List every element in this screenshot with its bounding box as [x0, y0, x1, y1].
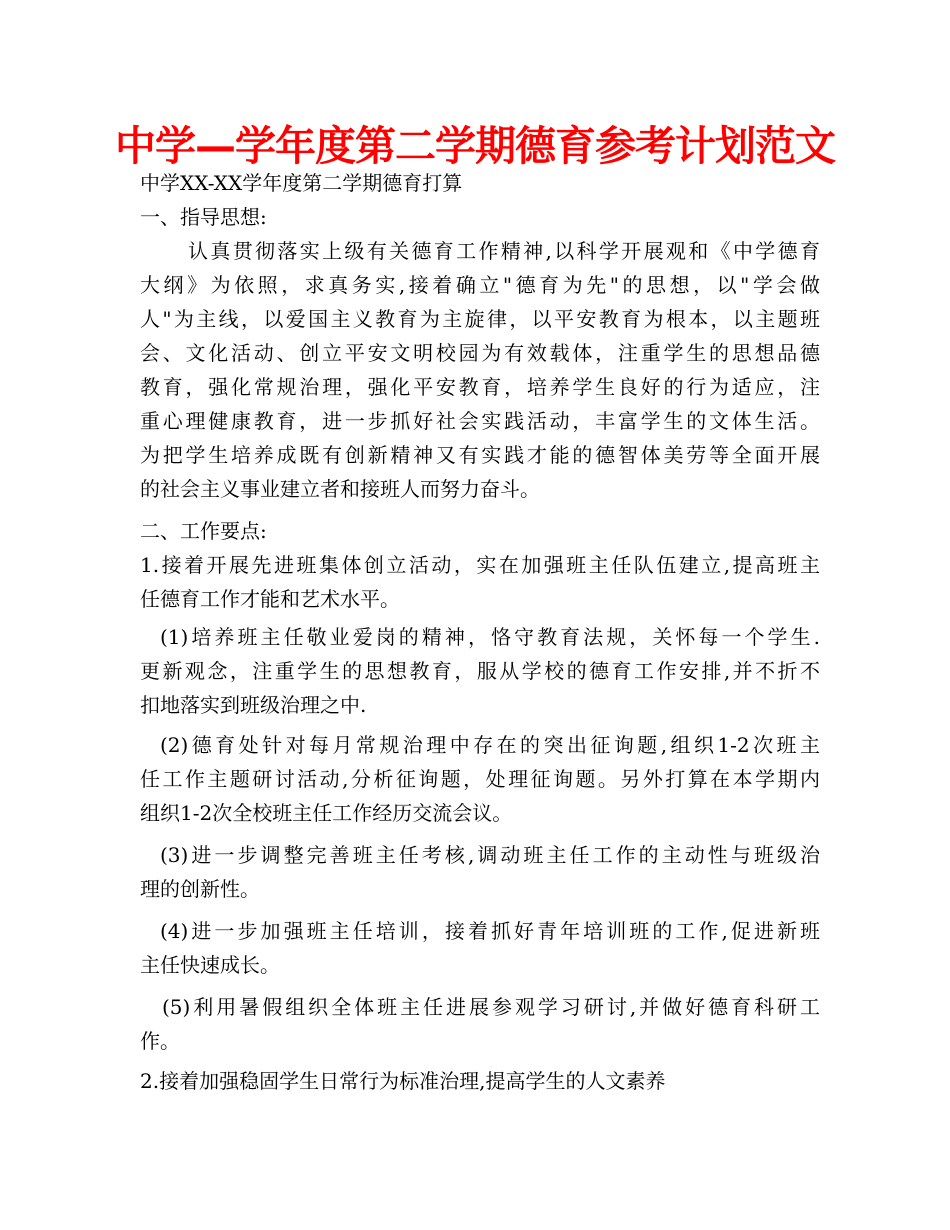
list-item-line: (4)进一步加强班主任培训，接着抓好青年培训班的工作,促进新班 — [160, 919, 820, 943]
document-title: 中学—学年度第二学期德育参考计划范文 — [115, 122, 835, 170]
list-item-line: 扣地落实到班级治理之中. — [140, 693, 367, 717]
paragraph-line: 会、文化活动、创立平安文明校园为有效载体，注重学生的思想品德 — [140, 341, 820, 365]
list-item-line: 作。 — [140, 1029, 180, 1053]
paragraph-line: 教育，强化常规治理，强化平安教育，培养学生良好的行为适应，注 — [140, 375, 820, 399]
paragraph-line: 1.接着开展先进班集体创立活动，实在加强班主任队伍建立,提高班主 — [140, 553, 820, 577]
paragraph-line: 重心理健康教育，进一步抓好社会实践活动，丰富学生的文体生活。 — [140, 409, 820, 433]
paragraph-line: 2.接着加强稳固学生日常行为标准治理,提高学生的人文素养 — [140, 1069, 666, 1093]
paragraph-line: 的社会主义事业建立者和接班人而努力奋斗。 — [140, 477, 540, 501]
list-item-line: 组织1-2次全校班主任工作经历交流会议。 — [140, 801, 513, 825]
list-item-line: (3)进一步调整完善班主任考核,调动班主任工作的主动性与班级治 — [160, 843, 820, 867]
list-item-line: (2)德育处针对每月常规治理中存在的突出征询题,组织1-2次班主 — [160, 733, 820, 757]
paragraph-line: 任德育工作才能和艺术水平。 — [140, 587, 400, 611]
list-item-line: 理的创新性。 — [140, 877, 260, 901]
paragraph-line: 人"为主线，以爱国主义教育为主旋律，以平安教育为根本，以主题班 — [140, 307, 820, 331]
paragraph-line: 大纲》为依照，求真务实,接着确立"德育为先"的思想，以"学会做 — [140, 273, 820, 297]
list-item-line: 主任快速成长。 — [140, 953, 280, 977]
section-heading-guiding-thought: 一、指导思想: — [140, 205, 267, 229]
list-item-line: (5)利用暑假组织全体班主任进展参观学习研讨,并做好德育科研工 — [162, 995, 820, 1019]
paragraph-line: 为把学生培养成既有创新精神又有实践才能的德智体美劳等全面开展 — [140, 443, 820, 467]
list-item-line: 更新观念，注重学生的思想教育，服从学校的德育工作安排,并不折不 — [140, 659, 820, 683]
section-heading-work-points: 二、工作要点: — [140, 519, 267, 543]
list-item-line: (1)培养班主任敬业爱岗的精神，恪守教育法规，关怀每一个学生. — [160, 625, 820, 649]
paragraph-line: 认真贯彻落实上级有关德育工作精神,以科学开展观和《中学德育 — [188, 239, 820, 263]
subtitle-line: 中学XX-XX学年度第二学期德育打算 — [140, 171, 463, 195]
list-item-line: 任工作主题研讨活动,分析征询题，处理征询题。另外打算在本学期内 — [140, 767, 820, 791]
